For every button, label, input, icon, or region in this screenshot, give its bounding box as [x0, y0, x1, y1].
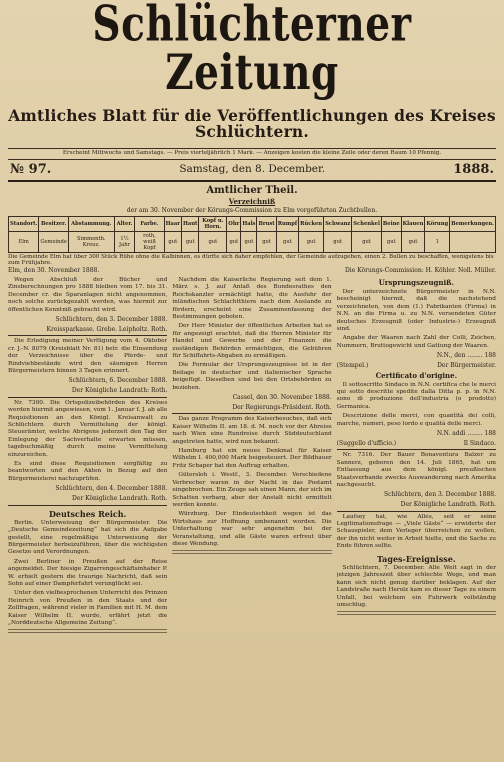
table-cell: gut — [401, 231, 425, 252]
table-place-date: Elm, den 30. November 1888. — [8, 267, 100, 274]
table-cell: gut — [352, 231, 382, 252]
table-cell: gut — [276, 231, 298, 252]
table-header-row — [9, 216, 496, 231]
news-paragraph: Schlüchtern, 7. December. Alle Welt sagt in der jetzigen Jahreszeit über schlechte Wege, und man kann sich nicht genug darüber beklagen. Auf der Landstraße nach Herolz kam es dieser Tage zu einem Unfall, bei welchem ein Fuhrwerk vollständig umschlug. — [336, 564, 496, 608]
notice-signature: Der Königliche Landrath: Roth. — [71, 387, 168, 395]
table-cell: 1½ Jahr — [114, 231, 135, 252]
news-paragraph: Hamburg hat ein neues Denkmal für Kaiser Wilhelm I. 400,000 Mark beigesteuert. Der Bildhauer Fritz Schaper hat den Auftrag erhalten. — [172, 448, 332, 469]
commission-signature: Die Körungs-Commission: H. Köhler. Noll. Müller. — [344, 267, 496, 274]
divider — [337, 449, 496, 450]
certificate-stamp-italian: (Suggello d'ufficio.) — [336, 439, 397, 447]
table-header: Kopf u. Horn. — [199, 216, 227, 231]
notice-date: Schlüchtern, 6. December 1888. — [68, 377, 168, 385]
certificate-heading-italian: Certificato d'origine. — [375, 370, 458, 380]
news-paragraph: Das ganze Programm des Kaiserbesuches, daß sich Kaiser Wilhelm II. am 18. d. M. noch vor der Abreise nach Wien eine Rundreise durch Süddeutschland angetreten hatte, wird nun bekannt. — [172, 416, 332, 445]
divider — [172, 413, 331, 414]
table-header: Klauen — [401, 216, 425, 231]
table-header: Beine — [381, 216, 401, 231]
table-cell: gut — [299, 231, 324, 252]
table-header: Farbe. — [135, 216, 164, 231]
column-right — [337, 277, 496, 637]
notice-signature: Der Königliche Landrath. Roth. — [400, 500, 496, 508]
table-header: Ohr — [227, 216, 241, 231]
certificate-stamp: (Stempel.) — [336, 361, 369, 369]
section-heading: Deutsches Reich. — [48, 508, 127, 519]
certificate-signature: Der Bürgermeister. — [437, 361, 496, 369]
table-cell: 1 — [425, 231, 450, 252]
table-caption: der am 30. November der Körungs-Commission zu Elm vorgeführten Zuchtbullen. — [126, 206, 378, 214]
table-cell: gut — [227, 231, 241, 252]
notice-paragraph: Wegen Abschluß der Bücher und Zinsberechnungen pro 1888 bleiben vom 17. bis 31. December cr. die Sparanlagen nicht angenommen, noch solche zurückgezahlt werden, was hiermit zur öffentlichen Kenntniß gebracht wird. — [8, 277, 168, 313]
newspaper-subtitle: Amtliches Blatt für die Veröffentlichungen des Kreises Schlüchtern. — [8, 106, 496, 141]
table-cell: Gemeinde — [39, 231, 69, 252]
news-paragraph: Laufsey hat, wie Alles, seit er seine Legitimationsfrage — „Viele Gäste“ — erwiderte der Schauspieler, dem Verleger überreichen zu wollen, der ihn nicht weiter in Arbeit hielte, und die Sache zu Ende führen sollte. — [336, 513, 496, 550]
table-header: Schwanz — [324, 216, 352, 231]
certificate-place: N.N., den ........ 188 — [436, 352, 496, 360]
table-cell: gut — [164, 231, 181, 252]
table-header: Körung — [425, 216, 450, 231]
news-paragraph: Berlin. Unterweisung der Bürgermeister. Die „Deutsche Gemeindezeitung“ hat sich die Aufgabe gestellt, eine regelmäßige Unterweisung der Bürgermeister herbeizuführen, über die wichtigsten Gesetze und Verordnungen. — [8, 519, 168, 556]
divider — [8, 505, 167, 506]
issue-year: 1888. — [453, 161, 494, 177]
text-lines — [172, 550, 331, 556]
table-cell — [450, 231, 496, 252]
table-row — [9, 231, 496, 252]
table-cell: gut — [324, 231, 352, 252]
table-cell: roth, weiß Kopf — [135, 231, 164, 252]
table-remark: Die Gemeinde Elm hat über 300 Stück Rühe ohne die Kalbinnen, es dürfte sich daher empfehlen, der Gemeinde aufzugeben, einen 2. Bullen zu beschaffen, wenigstens bis zum Frühjahre. — [8, 253, 494, 267]
table-cell: gut — [257, 231, 276, 252]
table-header: Alter. — [114, 216, 135, 231]
certificate-signature-italian: Il Sindaco. — [463, 439, 496, 447]
table-cell: Simmenth. Kreuz. — [68, 231, 114, 252]
issue-date: Samstag, den 8. December. — [179, 163, 326, 176]
news-paragraph: Unter den vielbesprochenen Unterricht des Prinzen Heinrich von Preußen in den Staats und der Zollfragen, während vieler in Familien mit H. M. dem Kaiser Wilhelm II. wurde, erfährt jetzt die „Norddeutsche Allgemeine Zeitung“. — [8, 590, 168, 627]
certificate-text-italian: Il sottoscritto Sindaco in N.N. certifica che le merci qui sotto descritte spedite dalla Ditta p. p. in N.N. sono di produzione dell'industria (o prodotto) Germanica. — [336, 381, 496, 410]
table-cell: gut — [199, 231, 227, 252]
issue-number: № 97. — [10, 161, 52, 177]
publication-info: Erscheint Mittwochs und Samstags. — Preis vierteljährlich 1 Mark. — Anzeigen kosten die kleine Zeile oder deren Raum 10 Pfennig. — [8, 148, 496, 160]
dateline — [8, 160, 496, 182]
official-section-heading: Amtlicher Theil. — [206, 184, 298, 196]
notice-signature: Der Königliche Landrath. Roth. — [71, 494, 168, 502]
table-header: Standort. — [9, 216, 39, 231]
text-lines — [337, 611, 496, 617]
certificate-text: Der unterzeichnete Bürgermeister in N.N. bescheinigt hiermit, daß die nachstehend verzeichneten, von dem (1.) Fabrikanten (Firma) in N.N. an die Firma u. zu N.N. versendeten Güter deutsches Erzeugniß (oder Industrie-) Erzeugniß sind. — [336, 288, 496, 332]
notice-signature: Der Regierungs-Präsident. Roth. — [232, 403, 332, 411]
table-title: Verzeichniß — [228, 196, 276, 206]
notice-paragraph: Der Herr Minister der öffentlichen Arbeiten hat es für angezeigt erachtet, daß die Herren Minister für Handel und Gewerbe und der Finanzen die zuständigen Behörden ermächtigen, die Gebühren für Schiffahrts-Abgaben zu ermäßigen. — [172, 323, 332, 360]
notice-paragraph: Es sind diese Requisitionen sorgfältig zu beantworten und den Akten in Bezug auf den Bürgermeisterei nachzuprüfen. — [8, 461, 168, 482]
table-header: Besitzer. — [39, 216, 69, 231]
notice-date: Cassel, den 30. November 1888. — [232, 394, 332, 402]
divider — [8, 397, 167, 398]
table-cell: gut — [241, 231, 257, 252]
divider — [8, 335, 167, 336]
table-cell: Elm — [9, 231, 39, 252]
table-cell: gut — [381, 231, 401, 252]
certificate-text: Angabe der Waaren nach Zahl der Colli, Zeichen, Nummern, Bruttogewicht und Gattung der Waaren. — [336, 335, 496, 349]
table-header: Haar — [164, 216, 181, 231]
newspaper-title: Schlüchterner Zeitung — [92, 0, 412, 102]
news-paragraph: Zwei Berliner in Preußen auf der Reise angemeldet. Der hiesige Zigarrengeschäftsinhaber P. W. erhielt gestern die traurige Nachricht, daß sein Sohn auf einer Dampferfahrt verunglückt sei. — [8, 558, 168, 588]
notice-signature: Kreissparkasse. Grebe. Leipholtz. Roth. — [46, 325, 168, 333]
notice-paragraph: Nr. 7316. Der Bauer Bonaventura Balzer zu Sannerz, geboren den 14. Juli 1865, hat um Entlassung aus dem königl. preußischen Staatsverbande zwecks Auswanderung nach Amerika nachgesucht. — [336, 452, 496, 488]
notice-paragraph: Die Formular der Ursprungszeugnisse ist in der Beilage in deutscher und italienischer Sprache beigefügt. Dieselben sind bei den Ortsbehörden zu beziehen. — [172, 362, 332, 391]
divider — [337, 511, 496, 512]
table-header: Bemerkungen. — [450, 216, 496, 231]
news-paragraph: Würzburg. Der Eindeutschkeit wegen ist das Wirtshaus zur Hoffnung umbenannt worden. Die Unterhaltung war sehr angenehm bei der Veranstaltung, und alle Gäste waren erfreut über diese Wendung. — [172, 511, 332, 547]
certificate-place-italian: N.N. addì ........ 188 — [436, 429, 496, 437]
notice-date: Schlüchtern, den 4. December 1888. — [55, 485, 168, 493]
notice-paragraph: Die Erledigung meiner Verfügung vom 4. Oktober cr. J.-N. 8079 (Kreisblatt Nr. 81) betr. die Einsendung der Verzeichnisse über die Pferde- und Rindviehbestände wird den säumigen Herren Bürgermeistern binnen 3 Tagen erinnert. — [8, 338, 168, 374]
text-lines — [8, 629, 167, 635]
bull-register-table — [8, 216, 496, 253]
column-middle — [172, 277, 331, 637]
table-cell: gut — [181, 231, 198, 252]
column-left — [8, 277, 167, 637]
notice-paragraph: Nr. 7300. Die Ortspolizeibehörden des Kreises werden hiermit angewiesen, vom 1. Januar f. J. ab alle Requisitionen an den Königl. Kreisanwalt zu Schlüchtern durch Vermittelung der königl. Steuerämter, welche Abrigens jederzeit den Tag der Einlegung der Sachverhalte erwarten müssen, tagebuchmäßig durch meine Vermittelung einzureichen. — [8, 399, 168, 458]
table-header: Brust — [257, 216, 276, 231]
certificate-text-italian: Descrizione delle merci, con quantità dei colli, marche, numeri, peso lordo e qualità delle merci. — [336, 413, 496, 427]
masthead — [8, 0, 496, 160]
table-header: Haut — [181, 216, 198, 231]
notice-date: Schlüchtern, den 3. December 1888. — [384, 491, 496, 499]
table-header: Hals — [241, 216, 257, 231]
notice-paragraph: Nachdem die Kaiserliche Regierung seit dem 1. März s. J. auf Anlaß des Bundesrathes den Reichskanzler ermächtigt hatte, die Ausfuhr der inländischen Schlachtthiere nach dem Auslande zu fördern, erscheint eine Zusammenfassung der Bestimmungen geboten. — [172, 277, 332, 321]
section-heading: Tages-Ereignisse. — [376, 553, 456, 564]
news-paragraph: Gütersloh i. Westf., 3. December. Verschiedene Verbrecher waren in der Nacht in das Postamt eingebrochen. Ein Zeuge sah einen Mann, der sich im Schatten verbarg, aber der Anstalt nicht ermittelt werden konnte. — [172, 472, 332, 508]
table-header: Schenkel — [352, 216, 382, 231]
certificate-heading: Ursprungszeugniß. — [378, 278, 454, 287]
article-columns — [8, 277, 496, 637]
table-header: Rumpf — [276, 216, 298, 231]
table-header: Rücken — [299, 216, 324, 231]
table-header: Abstammung. — [68, 216, 114, 231]
notice-date: Schlüchtern, den 3. December 1888. — [55, 316, 168, 324]
